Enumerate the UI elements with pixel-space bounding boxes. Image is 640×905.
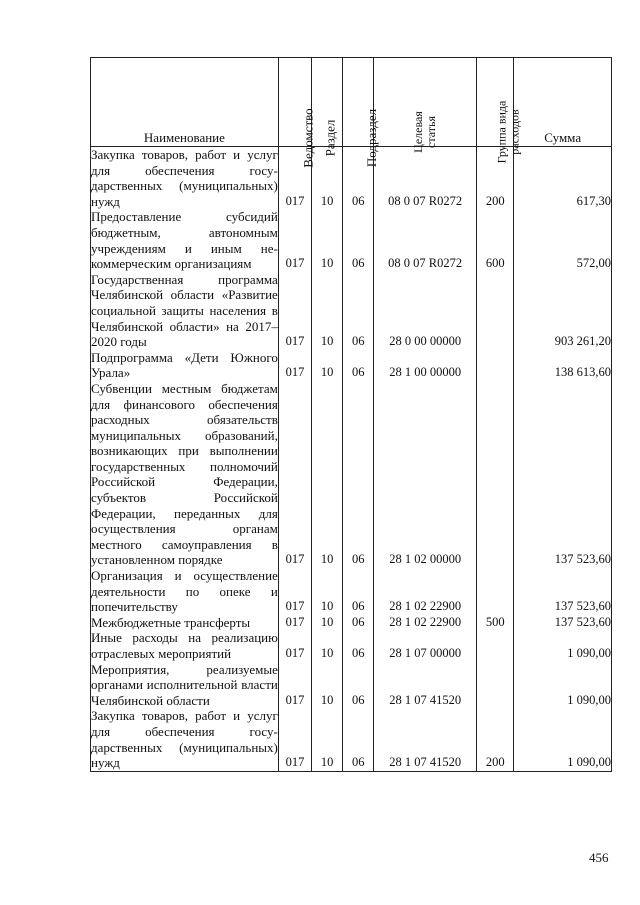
table-row	[91, 708, 612, 771]
table-row	[91, 272, 612, 350]
row-name: Иные расходы на реализацию отраслевых мероприятий	[91, 630, 278, 661]
row-name: Субвенции местным бюджетам для финансового обеспечения расходных обязательств муниципальных образований, возникающих при выполнении государственных полномочий Российской Федерации, субъектов Российской Федерации, переданных для осуществления органам местного самоуправления в установленном порядке	[91, 380, 278, 568]
row-name: Мероприятия, реализуемые органами исполнительной власти Челябинской области	[91, 661, 278, 708]
row-razdel: 10	[312, 350, 343, 381]
row-podrazdel: 06	[343, 630, 374, 661]
page-number: 456	[589, 850, 609, 865]
row-name: Организация и осуществление деятельности по опеке и попечительству	[91, 568, 278, 615]
row-name: Закупка товаров, работ и услуг для обеспечения государственных (муниципальных) нужд	[91, 147, 278, 209]
row-summa: 137 523,60	[514, 381, 612, 568]
row-vedomstvo: 017	[278, 350, 311, 381]
row-gruppa	[477, 568, 514, 615]
header-podrazdel-label: Подраздел	[364, 108, 380, 168]
row-summa: 138 613,60	[514, 350, 612, 381]
row-name: Закупка товаров, работ и услуг для обеспечения государственных (муниципальных) нужд	[91, 708, 278, 771]
row-vedomstvo: 017	[278, 147, 311, 210]
row-name: Предоставление субсидий бюджетным, автономным учреждениям и иным некоммерческим организациям	[91, 209, 278, 272]
row-gruppa	[477, 662, 514, 709]
header-razdel	[312, 58, 343, 157]
row-vedomstvo: 017	[278, 272, 311, 350]
header-vedomstvo-label: Ведомство	[300, 108, 316, 168]
row-podrazdel: 06	[343, 350, 374, 381]
row-vedomstvo: 017	[278, 662, 311, 709]
row-gruppa	[477, 630, 514, 661]
row-name: Государственная программа Челябинской области «Развитие социальной защиты населения в Челябинской области» на 2017–2020 годы	[91, 271, 278, 350]
row-podrazdel: 06	[343, 272, 374, 350]
row-vedomstvo: 017	[278, 630, 311, 661]
header-gruppa-line1: Группа вида	[494, 100, 509, 164]
row-vedomstvo: 017	[278, 708, 311, 771]
table-row	[91, 630, 612, 661]
row-celevaya: 28 1 02 22900	[374, 568, 477, 615]
row-razdel: 10	[312, 662, 343, 709]
row-razdel: 10	[312, 147, 343, 210]
table-row	[91, 662, 612, 709]
row-gruppa	[477, 272, 514, 350]
table-row	[91, 568, 612, 615]
header-vedomstvo	[278, 58, 316, 168]
header-gruppa	[477, 58, 522, 164]
row-vedomstvo: 017	[278, 209, 311, 271]
row-celevaya: 28 1 00 00000	[374, 350, 477, 381]
row-razdel: 10	[312, 209, 343, 271]
row-razdel: 10	[312, 615, 343, 631]
table-row	[91, 615, 612, 631]
row-razdel: 10	[312, 630, 343, 661]
header-celevaya-line2: статья	[424, 116, 439, 148]
row-summa: 1 090,00	[514, 708, 612, 771]
header-name-label: Наименование	[143, 130, 225, 145]
budget-table-page	[90, 57, 612, 837]
header-razdel-label: Раздел	[322, 119, 338, 157]
row-podrazdel: 06	[343, 708, 374, 771]
row-name: Подпрограмма «Дети Южного Урала»	[91, 349, 278, 381]
row-celevaya: 28 1 02 00000	[374, 381, 477, 568]
row-celevaya: 08 0 07 R0272	[374, 147, 477, 210]
row-summa: 617,30	[514, 147, 612, 210]
row-gruppa: 200	[477, 708, 514, 771]
row-vedomstvo: 017	[278, 568, 311, 615]
row-celevaya: 28 1 07 41520	[374, 708, 477, 771]
row-name: Межбюджетные трансферты	[91, 615, 279, 631]
row-summa: 572,00	[514, 209, 612, 271]
row-podrazdel: 06	[343, 381, 374, 568]
header-gruppa-line2: расходов	[507, 109, 522, 155]
table-body	[91, 147, 612, 772]
row-razdel: 10	[312, 708, 343, 771]
row-podrazdel: 06	[343, 662, 374, 709]
row-celevaya: 28 1 07 00000	[374, 630, 477, 661]
table-row	[91, 381, 612, 568]
row-celevaya: 08 0 07 R0272	[374, 209, 477, 271]
header-celevaya-label	[412, 111, 438, 153]
header-celevaya	[374, 58, 477, 153]
table-header-row	[91, 58, 612, 147]
row-razdel: 10	[312, 381, 343, 568]
header-podrazdel	[343, 58, 380, 168]
row-razdel: 10	[312, 272, 343, 350]
table-row	[91, 350, 612, 381]
row-vedomstvo: 017	[278, 381, 311, 568]
row-summa: 137 523,60	[514, 568, 612, 615]
row-podrazdel: 06	[343, 147, 374, 210]
row-vedomstvo: 017	[278, 615, 311, 631]
budget-table	[90, 57, 612, 772]
row-podrazdel: 06	[343, 615, 374, 631]
row-gruppa: 600	[477, 209, 514, 271]
row-gruppa: 200	[477, 147, 514, 210]
header-summa	[514, 58, 612, 147]
row-summa: 137 523,60	[514, 615, 612, 631]
row-summa: 1 090,00	[514, 630, 612, 661]
row-summa: 903 261,20	[514, 272, 612, 350]
row-podrazdel: 06	[343, 209, 374, 271]
row-celevaya: 28 1 07 41520	[374, 662, 477, 709]
row-podrazdel: 06	[343, 568, 374, 615]
row-celevaya: 28 1 02 22900	[374, 615, 477, 631]
header-celevaya-line1: Целевая	[411, 111, 426, 153]
row-razdel: 10	[312, 568, 343, 615]
table-row	[91, 209, 612, 271]
header-name	[91, 58, 279, 147]
row-gruppa	[477, 350, 514, 381]
table-row	[91, 147, 612, 210]
row-summa: 1 090,00	[514, 662, 612, 709]
row-gruppa	[477, 381, 514, 568]
row-celevaya: 28 0 00 00000	[374, 272, 477, 350]
row-gruppa: 500	[477, 615, 514, 631]
header-summa-label: Сумма	[544, 130, 582, 145]
